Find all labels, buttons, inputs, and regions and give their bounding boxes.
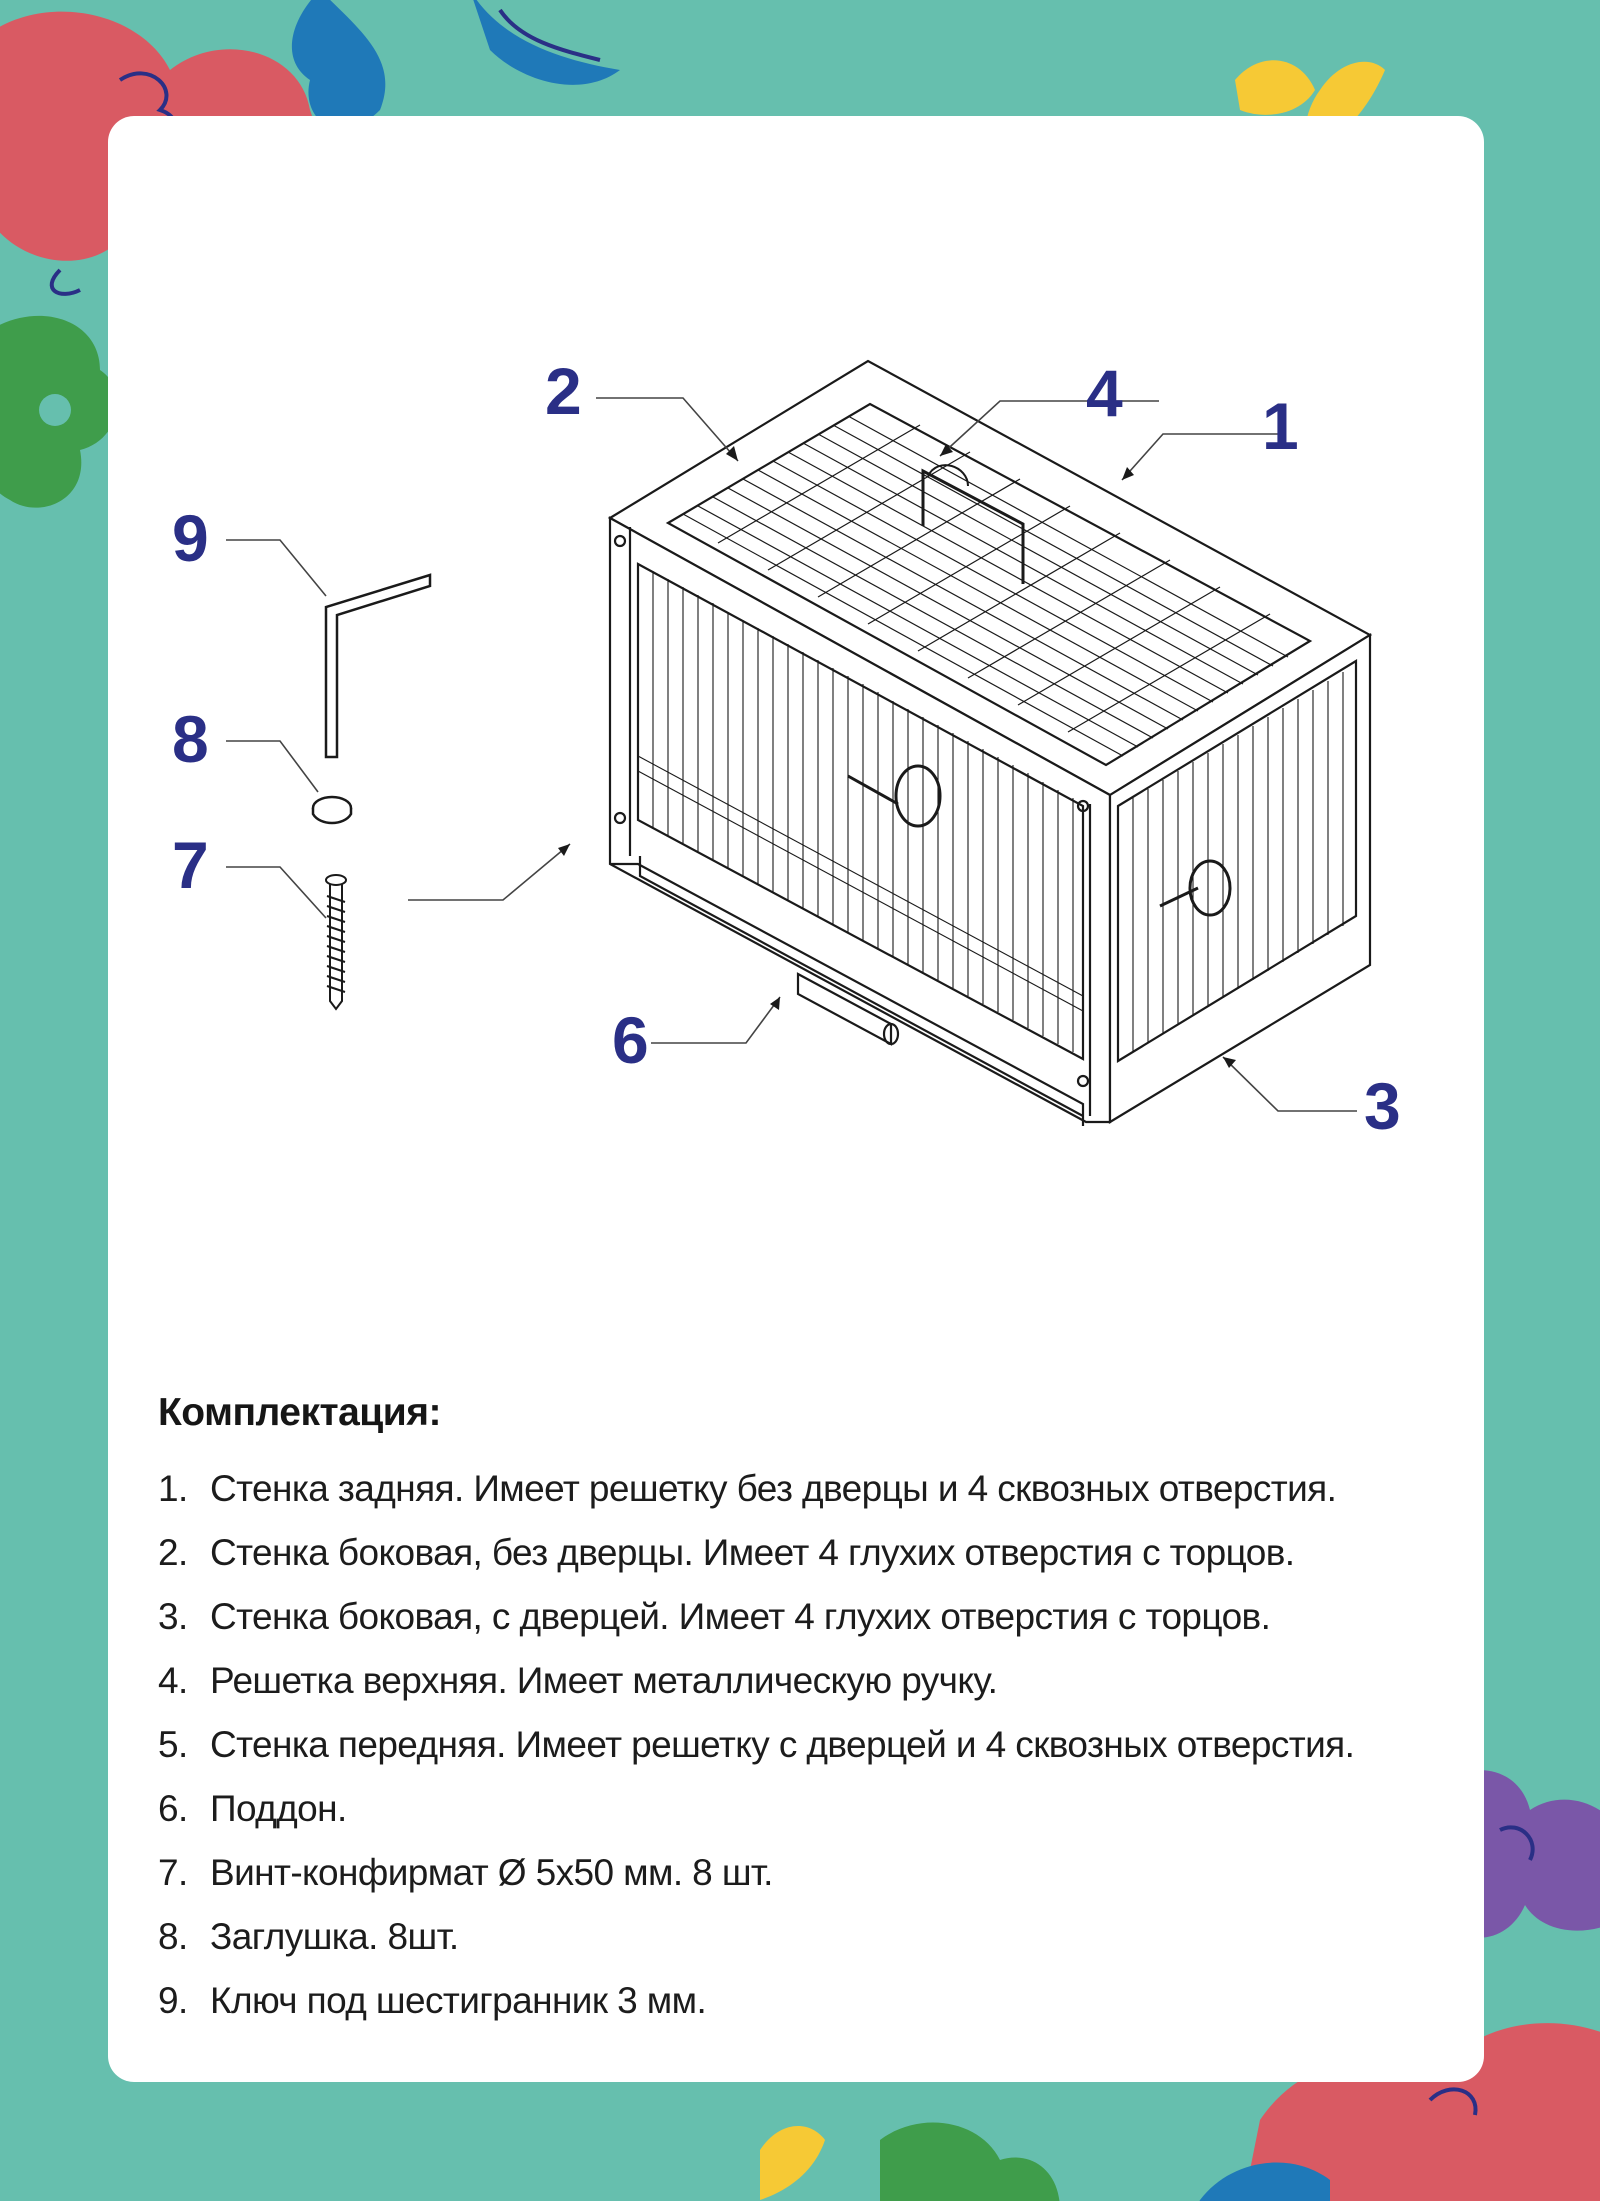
- item-number: 8.: [158, 1916, 188, 1957]
- cage-assembly-diagram: [108, 116, 1484, 1296]
- item-text: Решетка верхняя. Имеет металлическую ручку.: [210, 1660, 998, 1701]
- list-item: [158, 1905, 1478, 1969]
- cap-plug-icon: [313, 797, 351, 823]
- item-number: 7.: [158, 1852, 188, 1893]
- item-number: 2.: [158, 1532, 188, 1573]
- item-number: 3.: [158, 1596, 188, 1637]
- item-text: Поддон.: [210, 1788, 347, 1829]
- blue-flower-icon: [292, 0, 620, 129]
- kit-list: [158, 1457, 1478, 2033]
- callout-1: 1: [1262, 389, 1299, 463]
- list-item: [158, 1969, 1478, 2033]
- instruction-card: [108, 116, 1484, 2082]
- item-text: Заглушка. 8шт.: [210, 1916, 459, 1957]
- callout-7: 7: [172, 828, 209, 902]
- cage-drawing: [610, 361, 1370, 1126]
- callout-4: 4: [1086, 356, 1123, 430]
- item-number: 4.: [158, 1660, 188, 1701]
- list-item: [158, 1585, 1478, 1649]
- confirmat-screw-icon: [326, 875, 346, 1009]
- item-text: Стенка боковая, с дверцей. Имеет 4 глухих отверстия с торцов.: [210, 1596, 1271, 1637]
- item-number: 5.: [158, 1724, 188, 1765]
- item-number: 9.: [158, 1980, 188, 2021]
- list-item: [158, 1457, 1478, 1521]
- callout-2: 2: [545, 354, 582, 428]
- callout-6: 6: [612, 1003, 649, 1077]
- kit-title: Комплектация:: [158, 1391, 441, 1434]
- hex-key-icon: [326, 575, 430, 757]
- green-flower-icon: [0, 270, 117, 508]
- kit-contents: [158, 1391, 1478, 2033]
- item-text: Стенка передняя. Имеет решетку с дверцей и 4 сквозных отверстия.: [210, 1724, 1355, 1765]
- list-item: [158, 1649, 1478, 1713]
- item-text: Стенка задняя. Имеет решетку без дверцы и 4 сквозных отверстия.: [210, 1468, 1337, 1509]
- list-item: [158, 1713, 1478, 1777]
- callout-3: 3: [1364, 1069, 1401, 1143]
- callout-8: 8: [172, 702, 209, 776]
- list-item: [158, 1521, 1478, 1585]
- item-text: Винт-конфирмат Ø 5x50 мм. 8 шт.: [210, 1852, 773, 1893]
- item-number: 6.: [158, 1788, 188, 1829]
- list-item: [158, 1777, 1478, 1841]
- list-item: [158, 1841, 1478, 1905]
- item-text: Ключ под шестигранник 3 мм.: [210, 1980, 707, 2021]
- item-text: Стенка боковая, без дверцы. Имеет 4 глухих отверстия с торцов.: [210, 1532, 1295, 1573]
- callout-9: 9: [172, 501, 209, 575]
- item-number: 1.: [158, 1468, 188, 1509]
